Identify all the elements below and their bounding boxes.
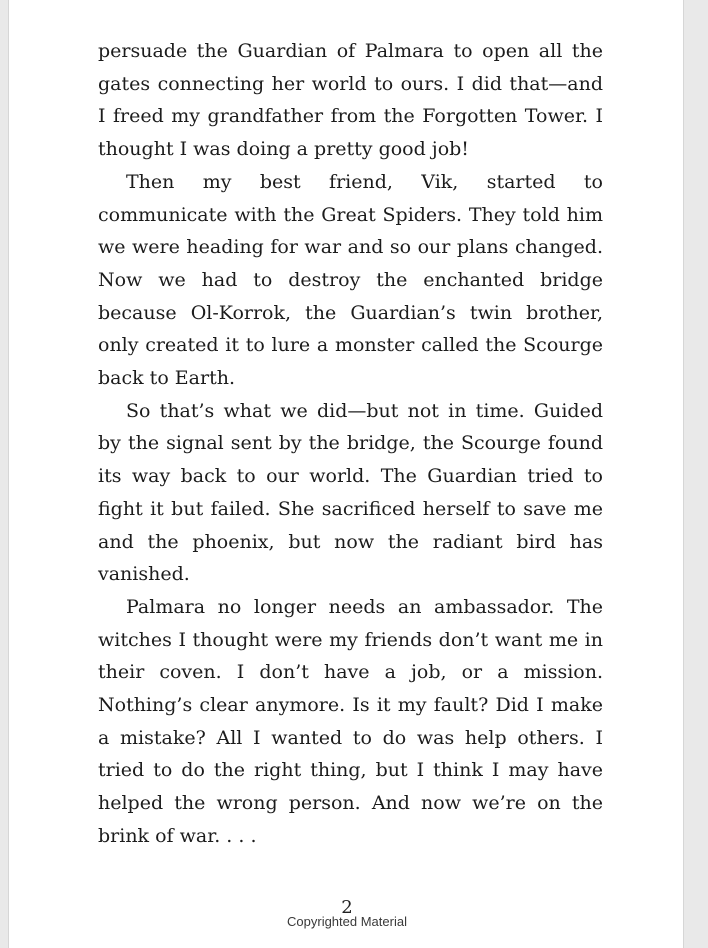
page-body-text: [98, 35, 603, 853]
book-page: [8, 0, 684, 948]
paragraph: Palmara no longer needs an ambassador. The witches I thought were my friends don’t want me in their coven. I don’t have a job, or a mission. Nothing’s clear anymore. Is it my fault? Did I make a mistake? All I wanted to do was help others. I tried to do the right thing, but I think I may have helped the wrong person. And now we’re on the brink of war. . . .: [98, 595, 603, 847]
copyright-watermark: Copyrighted Material: [287, 914, 407, 929]
paragraph: So that’s what we did—but not in time. Guided by the signal sent by the bridge, the Scourge found its way back to our world. The Guardian tried to fight it but failed. She sacrificed herself to save me and the phoenix, but now the radiant bird has vanished.: [98, 399, 603, 586]
paragraph: Then my best friend, Vik, started to communicate with the Great Spiders. They told him we were heading for war and so our plans changed. Now we had to destroy the enchanted bridge because Ol-Korrok, the Guardian’s twin brother, only created it to lure a monster called the Scourge back to Earth.: [98, 170, 603, 390]
paragraph-continued: persuade the Guardian of Palmara to open all the gates connecting her world to ours. I did that—and I freed my grandfather from the Forgotten Tower. I thought I was doing a pretty good job!: [98, 40, 603, 161]
page-number: 2: [341, 897, 353, 918]
